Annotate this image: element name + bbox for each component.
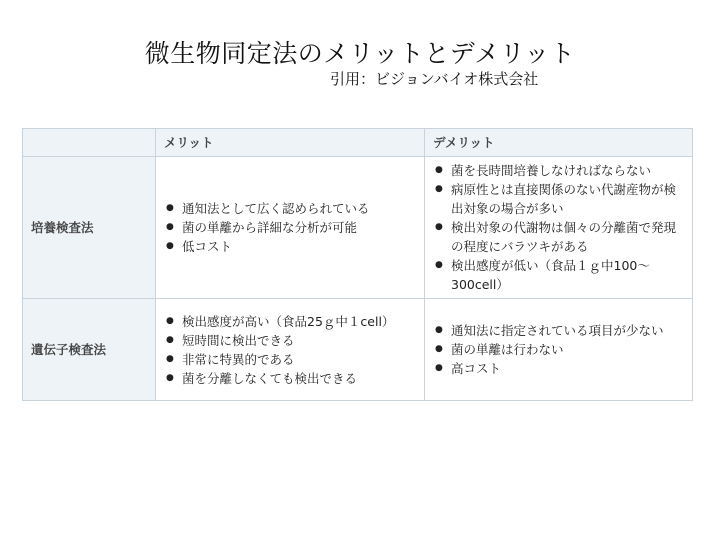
table-row	[23, 157, 693, 299]
list-item: ● 低コスト	[182, 237, 418, 256]
demerits-list	[431, 321, 686, 378]
merits-cell	[156, 299, 425, 401]
list-item: ● 検出感度が高い（食品25ｇ中１cell）	[182, 312, 418, 331]
list-item: ● 菌の単離から詳細な分析が可能	[182, 218, 418, 237]
demerits-cell	[425, 157, 693, 299]
demerits-list	[431, 161, 686, 294]
merits-list	[162, 312, 418, 388]
list-item: ● 高コスト	[451, 359, 686, 378]
list-item: ● 通知法に指定されている項目が少ない	[451, 321, 686, 340]
header-empty	[23, 129, 156, 157]
list-item: ● 菌を長時間培養しなければならない	[451, 161, 686, 180]
list-item: ● 短時間に検出できる	[182, 331, 418, 350]
header-demerits: デメリット	[425, 129, 693, 157]
table-row	[23, 299, 693, 401]
list-item: ● 病原性とは直接関係のない代謝産物が検出対象の場合が多い	[451, 180, 686, 218]
list-item: ● 通知法として広く認められている	[182, 199, 418, 218]
list-item: ● 非常に特異的である	[182, 350, 418, 369]
list-item: ● 菌を分離しなくても検出できる	[182, 369, 418, 388]
citation: 引用：ビジョンバイオ株式会社	[330, 70, 539, 88]
list-item: ● 検出感度が低い（食品１ｇ中100〜300cell）	[451, 256, 686, 294]
comparison-table	[22, 128, 693, 401]
merits-list	[162, 199, 418, 256]
list-item: ● 菌の単離は行わない	[451, 340, 686, 359]
table-header-row	[23, 129, 693, 157]
page-title: 微生物同定法のメリットとデメリット	[144, 39, 576, 68]
header-merits: メリット	[156, 129, 425, 157]
demerits-cell	[425, 299, 693, 401]
merits-cell	[156, 157, 425, 299]
method-label: 培養検査法	[23, 157, 156, 299]
method-label: 遺伝子検査法	[23, 299, 156, 401]
list-item: ● 検出対象の代謝物は個々の分離菌で発現の程度にバラツキがある	[451, 218, 686, 256]
